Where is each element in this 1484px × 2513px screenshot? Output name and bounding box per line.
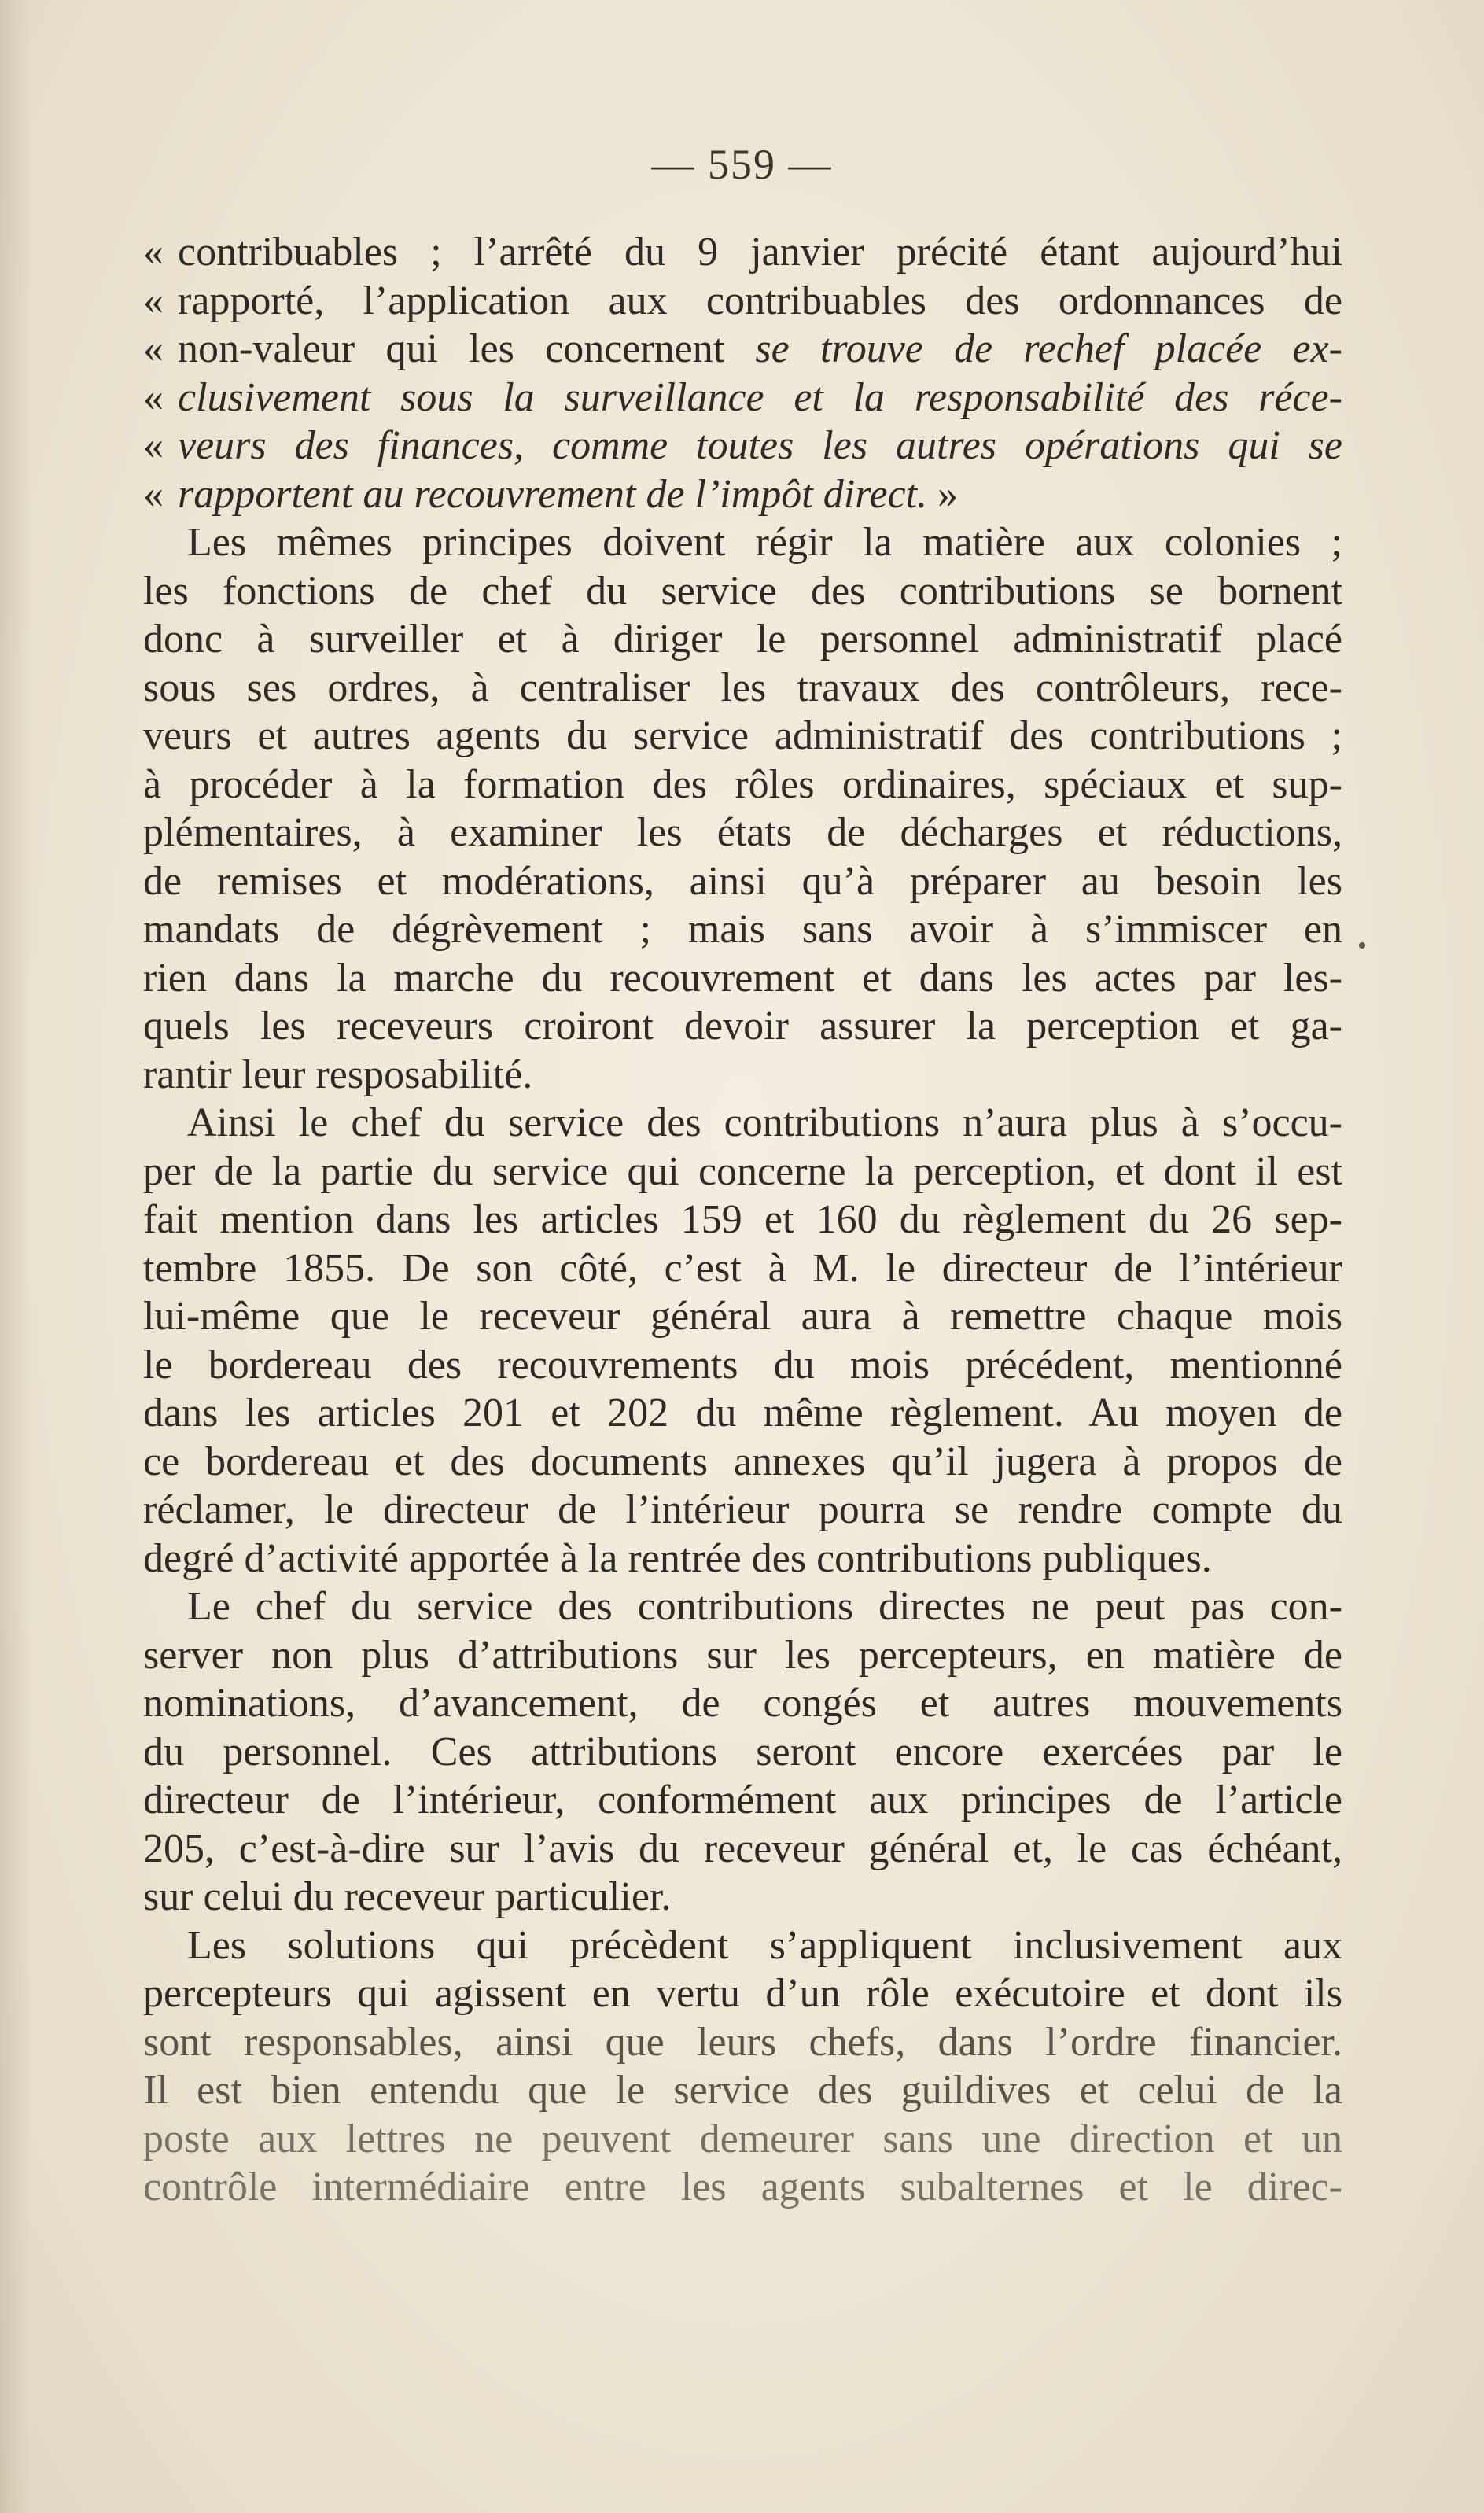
- quote-line: [143, 470, 1342, 519]
- quote-line: [143, 277, 1342, 326]
- paragraph-line: sont responsables, ainsi que leurs chefs, dans l’ordre financier.: [143, 2019, 1342, 2065]
- paragraph-line: de remises et modérations, ainsi qu’à préparer au besoin les: [143, 858, 1342, 904]
- paragraph-line: degré d’activité apportée à la rentrée des contributions publiques.: [143, 1535, 1212, 1581]
- quote-open-mark: «: [143, 278, 164, 323]
- paragraph-line: Il est bien entendu que le service des guildives et celui de la: [143, 2068, 1342, 2113]
- paragraph-line: lui-même que le receveur général aura à remettre chaque mois: [143, 1294, 1342, 1339]
- paragraph-line: mandats de dégrèvement ; mais sans avoir à s’immiscer en: [143, 907, 1342, 952]
- paragraph-line: percepteurs qui agissent en vertu d’un rôle exécutoire et dont ils: [143, 1971, 1342, 2016]
- quote-italic-text: veurs des finances, comme toutes les autres opérations qui se: [178, 423, 1342, 468]
- paragraph-line: fait mention dans les articles 159 et 160 du règlement du 26 sep-: [143, 1197, 1342, 1242]
- paragraph-line: rantir leur resposabilité.: [143, 1052, 533, 1097]
- paragraph-line: poste aux lettres ne peuvent demeurer sans une direction et un: [143, 2116, 1342, 2161]
- paragraph-line: rien dans la marche du recouvrement et dans les actes par les-: [143, 955, 1342, 1000]
- paragraph-line: 205, c’est-à-dire sur l’avis du receveur général et, le cas échéant,: [143, 1826, 1342, 1871]
- quote-roman-text: contribuables ; l’arrêté du 9 janvier précité étant aujourd’hui: [178, 230, 1342, 275]
- paragraph-line: sur celui du receveur particulier.: [143, 1874, 672, 1919]
- paragraph-line: contrôle intermédiaire entre les agents subalternes et le direc-: [143, 2165, 1342, 2209]
- paragraph-line: server non plus d’attributions sur les percepteurs, en matière de: [143, 1632, 1342, 1678]
- quote-italic-text: se trouve de rechef placée ex-: [755, 326, 1342, 371]
- paragraph-line: donc à surveiller et à diriger le personnel administratif placé: [143, 617, 1342, 661]
- quote-line: [143, 228, 1342, 277]
- paragraph-line: per de la partie du service qui concerne la perception, et dont il est: [143, 1148, 1342, 1194]
- paragraph-line: réclamer, le directeur de l’intérieur pourra se rendre compte du: [143, 1487, 1342, 1532]
- paragraph-line: à procéder à la formation des rôles ordinaires, spéciaux et sup-: [143, 761, 1342, 807]
- quote-open-mark: «: [143, 423, 164, 468]
- quote-italic-text: rapportent au recouvrement de l’impôt direct.: [178, 471, 928, 517]
- paragraph-line: dans les articles 201 et 202 du même règlement. Au moyen de: [143, 1391, 1342, 1435]
- quote-open-mark: «: [143, 374, 164, 420]
- paragraph-line: Le chef du service des contributions directes ne peut pas con-: [187, 1584, 1342, 1629]
- paragraph-line: nominations, d’avancement, de congés et autres mouvements: [143, 1681, 1342, 1726]
- quote-line: [143, 374, 1342, 422]
- paragraph-line: tembre 1855. De son côté, c’est à M. le directeur de l’intérieur: [143, 1245, 1342, 1291]
- margin-mark: •: [1357, 931, 1367, 960]
- paragraph-line: du personnel. Ces attributions seront encore exercées par le: [143, 1729, 1342, 1774]
- quote-line: [143, 325, 1342, 374]
- quote-italic-text: clusivement sous la surveillance et la responsabilité des réce-: [178, 374, 1342, 420]
- paragraph-line: directeur de l’intérieur, conformément aux principes de l’article: [143, 1778, 1342, 1822]
- quote-open-mark: «: [143, 471, 164, 517]
- paragraph-line: Les mêmes principes doivent régir la matière aux colonies ;: [187, 520, 1342, 565]
- paragraph-line: plémentaires, à examiner les états de décharges et réductions,: [143, 810, 1342, 855]
- quote-roman-text: rapporté, l’application aux contribuables des ordonnances de: [178, 278, 1342, 323]
- paragraph-line: veurs et autres agents du service administratif des contributions ;: [143, 713, 1342, 758]
- quote-open-mark: «: [143, 230, 164, 275]
- paragraph-line: quels les receveurs croiront devoir assurer la perception et ga-: [143, 1004, 1342, 1048]
- paragraph-line: les fonctions de chef du service des contributions se bornent: [143, 568, 1342, 614]
- paragraph-line: ce bordereau et des documents annexes qu’il jugera à propos de: [143, 1439, 1342, 1484]
- page-number: — 559 —: [651, 141, 833, 188]
- quote-open-mark: «: [143, 326, 164, 371]
- page-text: [143, 228, 1342, 2212]
- paragraph-line: le bordereau des recouvrements du mois précédent, mentionné: [143, 1342, 1342, 1387]
- quote-close-mark: »: [937, 471, 959, 517]
- paragraph-line: sous ses ordres, à centraliser les travaux des contrôleurs, rece-: [143, 665, 1342, 710]
- quote-line: [143, 422, 1342, 470]
- paragraph-line: Ainsi le chef du service des contributions n’aura plus à s’occu-: [187, 1100, 1342, 1145]
- quote-roman-text: non-valeur qui les concernent: [178, 326, 756, 371]
- paragraph-line: Les solutions qui précèdent s’appliquent inclusivement aux: [187, 1922, 1342, 1968]
- page-gutter-shadow: [0, 0, 31, 2513]
